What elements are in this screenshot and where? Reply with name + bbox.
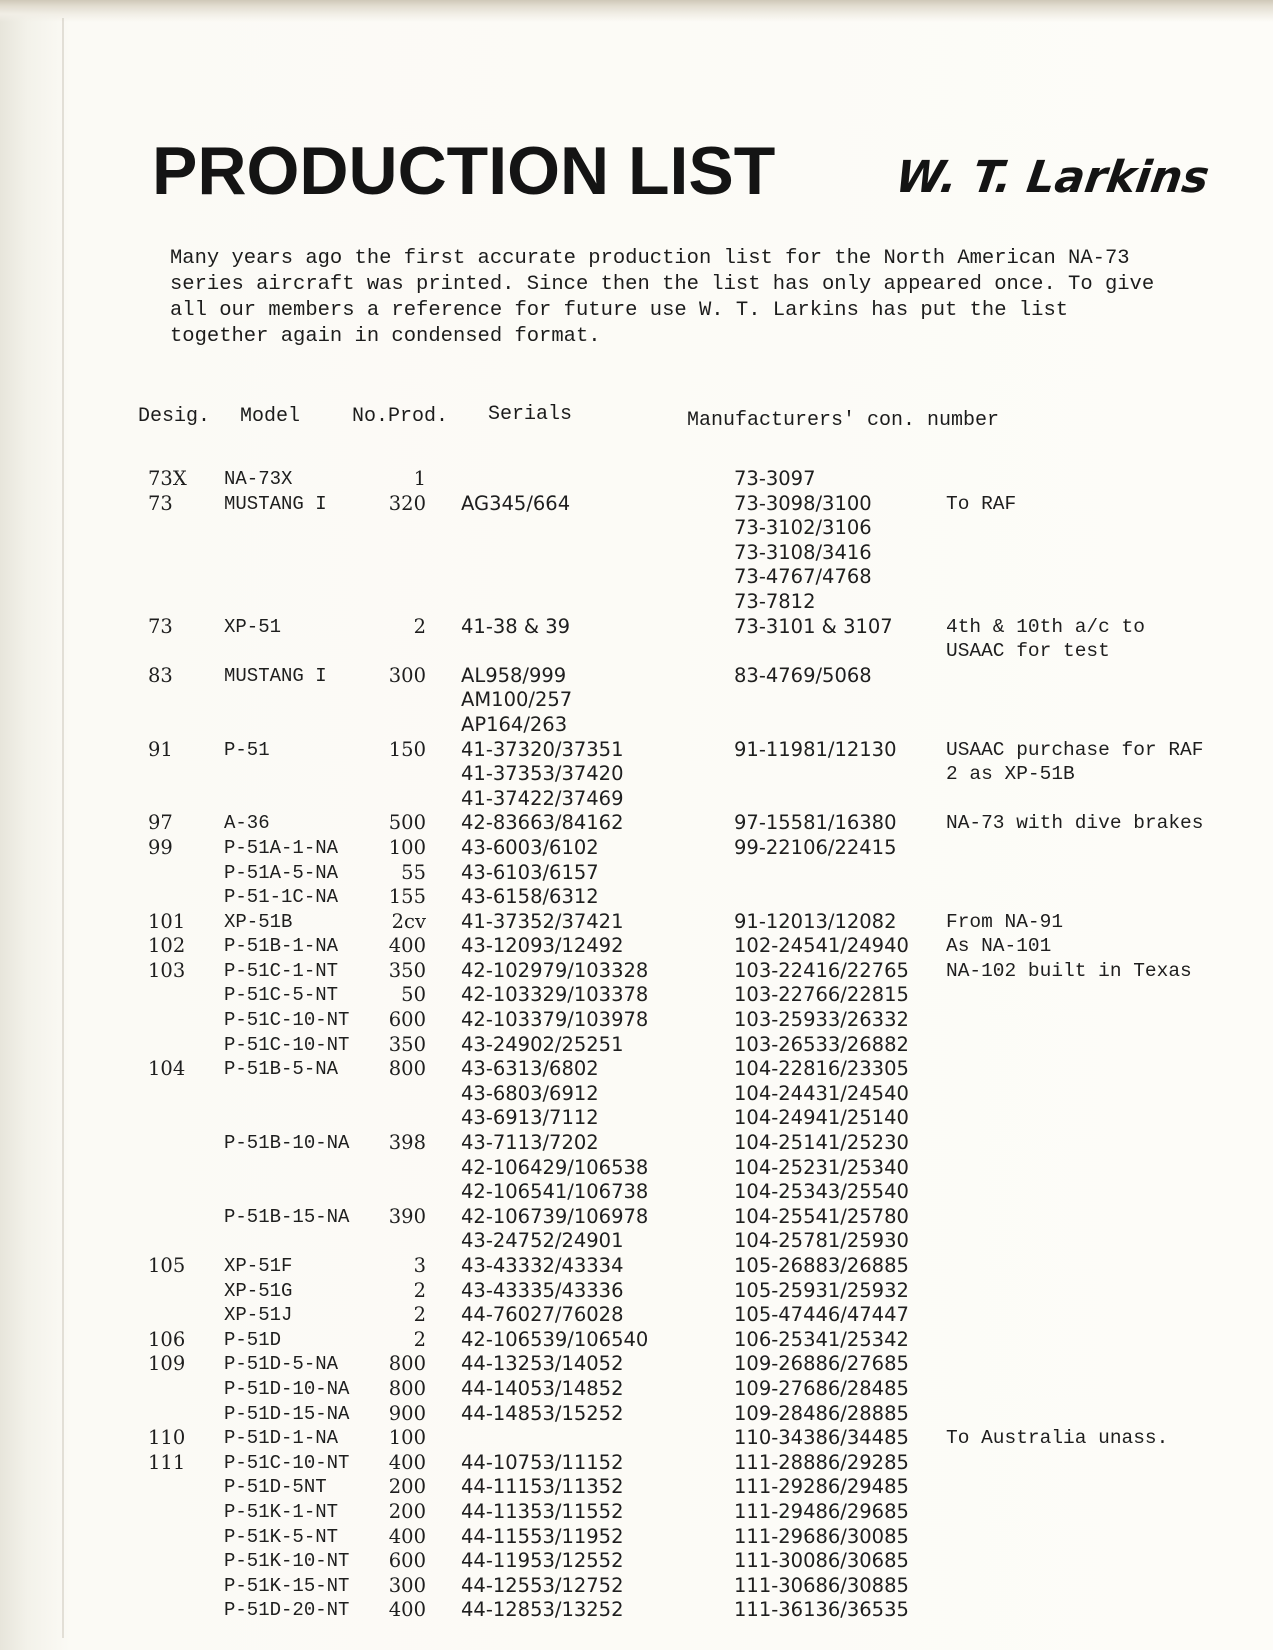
model-cell: XP-51J <box>224 1304 293 1327</box>
model-cell: P-51B-10-NA <box>224 1132 350 1155</box>
con-number-cell: 104-25781/25930 <box>734 1229 909 1253</box>
table-row <box>0 934 1273 959</box>
note-cell: NA-73 with dive brakes <box>946 812 1204 835</box>
serials-cell: 42-106539/106540 <box>461 1327 649 1351</box>
table-row <box>0 1131 1273 1156</box>
serials-cell: 44-11953/12552 <box>461 1549 624 1573</box>
table-row <box>0 1279 1273 1304</box>
table-row <box>0 1082 1273 1107</box>
serials-cell: AG345/664 <box>461 491 571 515</box>
serials-cell: 44-10753/11152 <box>461 1450 624 1474</box>
model-cell: P-51K-15-NT <box>224 1574 350 1597</box>
no-prod-cell: 800 <box>388 1352 426 1376</box>
serials-cell: 42-102979/103328 <box>461 958 649 982</box>
con-number-cell: 103-22766/22815 <box>734 983 909 1007</box>
table-row <box>0 983 1273 1008</box>
table-row <box>0 861 1273 886</box>
serials-cell: 43-43332/43334 <box>461 1254 624 1277</box>
model-cell: P-51D <box>224 1328 282 1351</box>
con-number-cell: 105-47446/47447 <box>734 1303 909 1327</box>
model-cell: XP-51G <box>224 1279 293 1302</box>
no-prod-cell: 300 <box>388 1573 426 1597</box>
table-row <box>0 885 1273 910</box>
desig-cell: 103 <box>148 958 186 982</box>
no-prod-cell: 400 <box>388 1450 426 1474</box>
note-cell: 4th & 10th a/c to <box>946 615 1145 638</box>
desig-cell: 110 <box>148 1426 186 1450</box>
con-number-cell: 83-4769/5068 <box>734 663 872 687</box>
table-row <box>0 541 1273 566</box>
model-cell: P-51D-5NT <box>224 1476 327 1499</box>
note-cell: USAAC purchase for RAF <box>946 738 1204 761</box>
no-prod-cell: 400 <box>388 1598 426 1622</box>
table-row <box>0 1475 1273 1500</box>
serials-cell: 43-6103/6157 <box>461 860 599 884</box>
paper-top-edge <box>0 0 1273 22</box>
desig-cell: 83 <box>148 663 173 687</box>
con-number-cell: 105-25931/25932 <box>734 1278 909 1302</box>
con-number-cell: 99-22106/22415 <box>734 835 897 859</box>
con-number-cell: 103-22416/22765 <box>734 958 909 982</box>
model-cell: MUSTANG I <box>224 492 327 515</box>
intro-line: all our members a reference for future use W. T. Larkins has put the list <box>170 299 1069 322</box>
serials-cell: 44-11553/11952 <box>461 1524 624 1548</box>
no-prod-cell: 100 <box>388 835 426 859</box>
model-cell: P-51C-10-NT <box>224 1009 350 1032</box>
table-row <box>0 615 1273 640</box>
note-cell: NA-102 built in Texas <box>946 959 1192 982</box>
no-prod-cell: 600 <box>388 1008 426 1032</box>
serials-cell: 43-6313/6802 <box>461 1057 599 1081</box>
model-cell: P-51C-1-NT <box>224 959 339 982</box>
serials-cell: 41-37422/37469 <box>461 786 624 810</box>
desig-cell: 111 <box>148 1450 186 1474</box>
con-number-cell: 91-12013/12082 <box>734 909 897 933</box>
note-cell: As NA-101 <box>946 935 1052 958</box>
no-prod-cell: 600 <box>388 1549 426 1573</box>
intro-paragraph <box>170 246 1180 350</box>
serials-cell: 44-13253/14052 <box>461 1352 624 1376</box>
model-cell: XP-51 <box>224 615 282 638</box>
table-row <box>0 1008 1273 1033</box>
serials-cell: 44-11353/11552 <box>461 1499 624 1523</box>
serials-cell: 44-14053/14852 <box>461 1376 624 1400</box>
no-prod-cell: 300 <box>388 663 426 687</box>
desig-cell: 73 <box>148 491 173 515</box>
serials-cell: 42-106739/106978 <box>461 1204 649 1228</box>
con-number-cell: 111-30086/30685 <box>734 1549 909 1573</box>
serials-cell: 44-12853/13252 <box>461 1598 624 1622</box>
model-cell: P-51B-1-NA <box>224 935 339 958</box>
no-prod-cell: 2 <box>413 614 426 638</box>
con-number-cell: 73-3102/3106 <box>734 516 872 540</box>
table-row <box>0 1180 1273 1205</box>
column-header-no-prod: No.Prod. <box>352 405 449 428</box>
column-header-desig: Desig. <box>138 405 211 428</box>
table-row <box>0 664 1273 689</box>
serials-cell: 42-83663/84162 <box>461 811 624 835</box>
table-row <box>0 467 1273 492</box>
con-number-cell: 103-25933/26332 <box>734 1008 909 1032</box>
no-prod-cell: 390 <box>388 1204 426 1228</box>
serials-cell: 43-12093/12492 <box>461 934 624 958</box>
table-row <box>0 787 1273 812</box>
serials-cell: 43-24902/25251 <box>461 1032 624 1056</box>
table-row <box>0 1033 1273 1058</box>
serials-cell: AM100/257 <box>461 688 573 712</box>
no-prod-cell: 500 <box>388 811 426 835</box>
serials-cell: 42-103329/103378 <box>461 983 649 1007</box>
note-cell: To Australia unass. <box>946 1427 1169 1450</box>
model-cell: XP-51B <box>224 910 293 933</box>
table-row <box>0 1156 1273 1181</box>
model-cell: P-51K-1-NT <box>224 1500 339 1523</box>
con-number-cell: 104-25541/25780 <box>734 1204 909 1228</box>
con-number-cell: 91-11981/12130 <box>734 737 897 761</box>
desig-cell: 99 <box>148 835 173 859</box>
con-number-cell: 106-25341/25342 <box>734 1327 909 1351</box>
no-prod-cell: 800 <box>388 1376 426 1400</box>
con-number-cell: 104-25231/25340 <box>734 1155 909 1179</box>
table-row <box>0 1106 1273 1131</box>
table-row <box>0 1500 1273 1525</box>
model-cell: MUSTANG I <box>224 664 327 687</box>
column-header-serials: Serials <box>488 403 573 426</box>
table-row <box>0 1426 1273 1451</box>
table-row <box>0 1598 1273 1623</box>
con-number-cell: 73-3098/3100 <box>734 491 872 515</box>
desig-cell: 73X <box>148 467 187 490</box>
con-number-cell: 104-25141/25230 <box>734 1131 909 1155</box>
production-table <box>0 467 1273 1623</box>
serials-cell: 43-6158/6312 <box>461 885 599 909</box>
serials-cell: 43-24752/24901 <box>461 1229 624 1253</box>
con-number-cell: 73-7812 <box>734 589 816 613</box>
con-number-cell: 111-30686/30885 <box>734 1573 909 1597</box>
table-row <box>0 639 1273 664</box>
no-prod-cell: 2 <box>413 1278 426 1302</box>
no-prod-cell: 200 <box>388 1475 426 1499</box>
no-prod-cell: 155 <box>388 885 426 909</box>
no-prod-cell: 400 <box>388 934 426 958</box>
table-row <box>0 713 1273 738</box>
table-row <box>0 836 1273 861</box>
no-prod-cell: 900 <box>388 1401 426 1425</box>
model-cell: P-51K-5-NT <box>224 1525 339 1548</box>
no-prod-cell: 200 <box>388 1499 426 1523</box>
desig-cell: 97 <box>148 811 173 835</box>
con-number-cell: 104-25343/25540 <box>734 1180 909 1204</box>
no-prod-cell: 55 <box>401 860 426 884</box>
con-number-cell: 109-26886/27685 <box>734 1352 909 1376</box>
no-prod-cell: 2 <box>413 1327 426 1351</box>
con-number-cell: 104-24431/24540 <box>734 1081 909 1105</box>
con-number-cell: 97-15581/16380 <box>734 811 897 835</box>
con-number-cell: 109-28486/28885 <box>734 1401 909 1425</box>
table-row <box>0 1525 1273 1550</box>
serials-cell: 41-38 & 39 <box>461 614 571 638</box>
con-number-cell: 111-29286/29485 <box>734 1475 909 1499</box>
serials-cell: 43-43335/43336 <box>461 1278 624 1302</box>
serials-cell: 44-76027/76028 <box>461 1303 624 1327</box>
model-cell: P-51B-5-NA <box>224 1058 339 1081</box>
table-row <box>0 1549 1273 1574</box>
desig-cell: 105 <box>148 1254 186 1277</box>
con-number-cell: 105-26883/26885 <box>734 1254 909 1277</box>
con-number-cell: 102-24541/24940 <box>734 934 909 958</box>
intro-line: Many years ago the first accurate production list for the North American NA-73 <box>170 247 1130 270</box>
model-cell: P-51D-5-NA <box>224 1353 339 1376</box>
serials-cell: 43-6003/6102 <box>461 835 599 859</box>
column-header-con-number: Manufacturers' con. number <box>687 409 1000 432</box>
desig-cell: 101 <box>148 909 186 933</box>
model-cell: P-51C-5-NT <box>224 984 339 1007</box>
con-number-cell: 110-34386/34485 <box>734 1426 909 1450</box>
no-prod-cell: 2cv <box>391 909 426 933</box>
table-row <box>0 565 1273 590</box>
table-row <box>0 516 1273 541</box>
table-row <box>0 1574 1273 1599</box>
table-row <box>0 910 1273 935</box>
desig-cell: 91 <box>148 737 173 761</box>
no-prod-cell: 2 <box>413 1303 426 1327</box>
con-number-cell: 103-26533/26882 <box>734 1032 909 1056</box>
model-cell: P-51A-1-NA <box>224 836 339 859</box>
serials-cell: 43-6803/6912 <box>461 1081 599 1105</box>
model-cell: P-51 <box>224 738 270 761</box>
con-number-cell: 73-4767/4768 <box>734 565 872 589</box>
table-row <box>0 492 1273 517</box>
model-cell: P-51C-10-NT <box>224 1451 350 1474</box>
con-number-cell: 111-28886/29285 <box>734 1450 909 1474</box>
table-row <box>0 1229 1273 1254</box>
table-row <box>0 688 1273 713</box>
desig-cell: 104 <box>148 1057 186 1081</box>
table-row <box>0 1377 1273 1402</box>
table-row <box>0 1451 1273 1476</box>
desig-cell: 73 <box>148 614 173 638</box>
column-header-model: Model <box>240 405 301 428</box>
serials-cell: 42-106429/106538 <box>461 1155 649 1179</box>
desig-cell: 106 <box>148 1327 186 1351</box>
serials-cell: 41-37352/37421 <box>461 909 624 933</box>
desig-cell: 102 <box>148 934 186 958</box>
model-cell: XP-51F <box>224 1255 293 1277</box>
no-prod-cell: 350 <box>388 1032 426 1056</box>
author-signature: W. T. Larkins <box>892 152 1213 203</box>
con-number-cell: 111-36136/36535 <box>734 1598 909 1622</box>
no-prod-cell: 3 <box>413 1254 426 1277</box>
con-number-cell: 104-24941/25140 <box>734 1106 909 1130</box>
model-cell: A-36 <box>224 812 270 835</box>
con-number-cell: 104-22816/23305 <box>734 1057 909 1081</box>
serials-cell: AL958/999 <box>461 663 567 687</box>
page-title: PRODUCTION LIST <box>152 133 776 209</box>
table-row <box>0 590 1273 615</box>
model-cell: NA-73X <box>224 468 293 490</box>
no-prod-cell: 100 <box>388 1426 426 1450</box>
serials-cell: 42-103379/103978 <box>461 1008 649 1032</box>
table-row <box>0 1328 1273 1353</box>
model-cell: P-51D-10-NA <box>224 1377 350 1400</box>
serials-cell: 42-106541/106738 <box>461 1180 649 1204</box>
model-cell: P-51B-15-NA <box>224 1205 350 1228</box>
serials-cell: 43-6913/7112 <box>461 1106 599 1130</box>
serials-cell: 44-12553/12752 <box>461 1573 624 1597</box>
table-row <box>0 1254 1273 1279</box>
note-cell: To RAF <box>946 492 1017 515</box>
table-row <box>0 1352 1273 1377</box>
intro-line: series aircraft was printed. Since then the list has only appeared once. To give <box>170 273 1155 296</box>
table-row <box>0 1057 1273 1082</box>
no-prod-cell: 150 <box>388 737 426 761</box>
no-prod-cell: 400 <box>388 1524 426 1548</box>
table-row <box>0 1205 1273 1230</box>
serials-cell: 44-14853/15252 <box>461 1401 624 1425</box>
con-number-cell: 73-3101 & 3107 <box>734 614 893 638</box>
model-cell: P-51D-20-NT <box>224 1599 350 1622</box>
model-cell: P-51A-5-NA <box>224 861 339 884</box>
serials-cell: 44-11153/11352 <box>461 1475 624 1499</box>
serials-cell: 41-37320/37351 <box>461 737 624 761</box>
serials-cell: 41-37353/37420 <box>461 762 624 786</box>
note-cell: From NA-91 <box>946 910 1064 933</box>
no-prod-cell: 398 <box>388 1131 426 1155</box>
intro-line: together again in condensed format. <box>170 325 601 348</box>
note-cell: 2 as XP-51B <box>946 763 1075 786</box>
con-number-cell: 111-29486/29685 <box>734 1499 909 1523</box>
model-cell: P-51D-15-NA <box>224 1402 350 1425</box>
model-cell: P-51C-10-NT <box>224 1033 350 1056</box>
note-cell: USAAC for test <box>946 640 1110 663</box>
table-row <box>0 762 1273 787</box>
table-row <box>0 811 1273 836</box>
table-row <box>0 1303 1273 1328</box>
no-prod-cell: 800 <box>388 1057 426 1081</box>
no-prod-cell: 350 <box>388 958 426 982</box>
no-prod-cell: 320 <box>388 491 426 515</box>
table-row <box>0 959 1273 984</box>
con-number-cell: 111-29686/30085 <box>734 1524 909 1548</box>
no-prod-cell: 1 <box>413 467 426 490</box>
serials-cell: AP164/263 <box>461 712 568 736</box>
model-cell: P-51K-10-NT <box>224 1550 350 1573</box>
con-number-cell: 73-3097 <box>734 467 816 490</box>
con-number-cell: 73-3108/3416 <box>734 540 872 564</box>
table-row <box>0 738 1273 763</box>
serials-cell: 43-7113/7202 <box>461 1131 599 1155</box>
model-cell: P-51-1C-NA <box>224 886 339 909</box>
con-number-cell: 109-27686/28485 <box>734 1376 909 1400</box>
desig-cell: 109 <box>148 1352 186 1376</box>
model-cell: P-51D-1-NA <box>224 1427 339 1450</box>
table-row <box>0 1402 1273 1427</box>
no-prod-cell: 50 <box>401 983 426 1007</box>
